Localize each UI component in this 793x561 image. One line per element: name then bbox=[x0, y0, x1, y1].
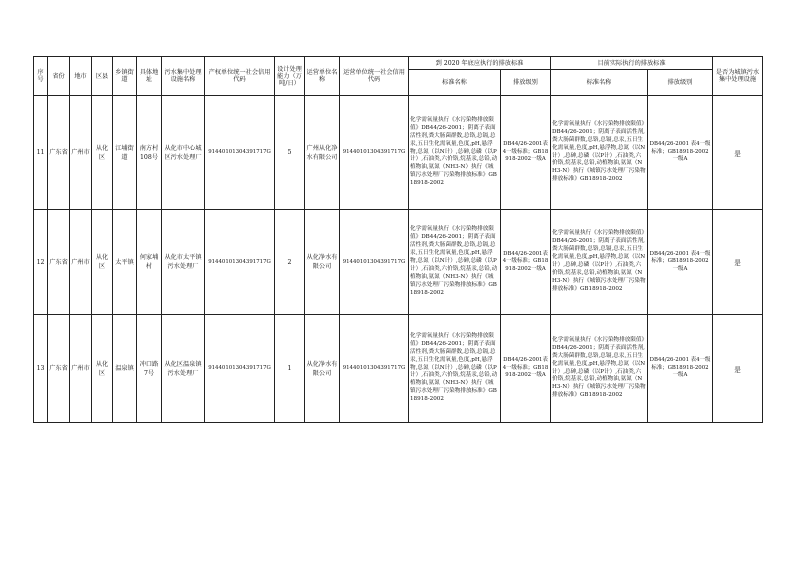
cell-street: 江埔街道 bbox=[113, 96, 137, 210]
cell-is-town: 是 bbox=[713, 96, 763, 210]
cell-std-name-current: 化学需氧量执行《水污染物排放限值》DB44/26-2001；阴离子表面活性剂,粪大肠菌群数,总铬,总镉,总汞,五日生化需氧量,色度,pH,悬浮物,总氮（以N计）,总砷,总磷（以P计）,石油类,六价铬,烷基汞,总铅,动植物油,氨氮（NH3-N）执行《城镇污水处理厂污染物排放标准》GB18918-2002 bbox=[551, 96, 648, 210]
cell-capacity: 1 bbox=[275, 315, 305, 423]
cell-province: 广东省 bbox=[48, 210, 70, 315]
cell-district: 从化区 bbox=[92, 315, 113, 423]
table-row bbox=[34, 96, 763, 210]
cell-std-name-2020: 化学需氧量执行《水污染物排放限值》DB44/26-2001；阴离子表面活性剂,粪大肠菌群数,总铬,总镉,总汞,五日生化需氧量,色度,pH,悬浮物,总氮（以N计）,总砷,总磷（以P计）,石油类,六价铬,烷基汞,总铅,动植物油,氨氮（NH3-N）执行《城镇污水处理厂污染物排放标准》GB18918-2002 bbox=[409, 315, 501, 423]
header-seq: 序号 bbox=[34, 57, 48, 96]
cell-address: 冲口路7号 bbox=[137, 315, 162, 423]
cell-std-name-2020: 化学需氧量执行《水污染物排放限值》DB44/26-2001；阴离子表面活性剂,粪大肠菌群数,总铬,总镉,总汞,五日生化需氧量,色度,pH,悬浮物,总氮（以N计）,总砷,总磷（以P计）,石油类,六价铬,烷基汞,总铅,动植物油,氨氮（NH3-N）执行《城镇污水处理厂污染物排放标准》GB18918-2002 bbox=[409, 96, 501, 210]
table-row bbox=[34, 210, 763, 315]
cell-std-level-current: DB44/26-2001 表4一级标准；GB18918-2002 一级A bbox=[648, 210, 713, 315]
cell-capacity: 5 bbox=[275, 96, 305, 210]
cell-std-name-current: 化学需氧量执行《水污染物排放限值》DB44/26-2001；阴离子表面活性剂,粪大肠菌群数,总铬,总镉,总汞,五日生化需氧量,色度,pH,悬浮物,总氮（以N计）,总砷,总磷（以P计）,石油类,六价铬,烷基汞,总铅,动植物油,氨氮（NH3-N）执行《城镇污水处理厂污染物排放标准》GB18918-2002 bbox=[551, 315, 648, 423]
header-operator-code: 运营单位统一社会信用代码 bbox=[340, 57, 409, 96]
cell-seq: 11 bbox=[34, 96, 48, 210]
cell-operator: 从化净水有限公司 bbox=[305, 315, 340, 423]
cell-address: 何家埔村 bbox=[137, 210, 162, 315]
table-row bbox=[34, 315, 763, 423]
cell-std-name-current: 化学需氧量执行《水污染物排放限值》DB44/26-2001；阴离子表面活性剂,粪大肠菌群数,总铬,总镉,总汞,五日生化需氧量,色度,pH,悬浮物,总氮（以N计）,总砷,总磷（以P计）,石油类,六价铬,烷基汞,总铅,动植物油,氨氮（NH3-N）执行《城镇污水处理厂污染物排放标准》GB18918-2002 bbox=[551, 210, 648, 315]
cell-seq: 12 bbox=[34, 210, 48, 315]
header-address: 具体地址 bbox=[137, 57, 162, 96]
cell-province: 广东省 bbox=[48, 315, 70, 423]
header-row-1 bbox=[34, 57, 763, 70]
cell-std-level-2020: DB44/26-2001表4一级标准；GB18918-2002一级A bbox=[501, 96, 551, 210]
header-group-2020: 到 2020 年底应执行的排放标准 bbox=[409, 57, 551, 70]
header-facility-name: 污水集中处理设施名称 bbox=[162, 57, 205, 96]
cell-is-town: 是 bbox=[713, 315, 763, 423]
header-group-current: 目前实际执行的排放标准 bbox=[551, 57, 713, 70]
header-province: 省份 bbox=[48, 57, 70, 96]
cell-operator: 广州从化净水有限公司 bbox=[305, 96, 340, 210]
cell-is-town: 是 bbox=[713, 210, 763, 315]
header-capacity: 设计处理能力（万吨/日） bbox=[275, 57, 305, 96]
cell-facility-name: 从化区温泉镇污水处理厂 bbox=[162, 315, 205, 423]
cell-owner-code: 91440101304391717G bbox=[205, 315, 275, 423]
header-district: 区县 bbox=[92, 57, 113, 96]
header-std-name-2020: 标准名称 bbox=[409, 70, 501, 96]
cell-street: 温泉镇 bbox=[113, 315, 137, 423]
cell-street: 太平镇 bbox=[113, 210, 137, 315]
cell-owner-code: 91440101304391717G bbox=[205, 210, 275, 315]
header-street: 乡镇街道 bbox=[113, 57, 137, 96]
cell-operator-code: 91440101304391717G bbox=[340, 210, 409, 315]
cell-operator-code: 91440101304391717G bbox=[340, 96, 409, 210]
cell-city: 广州市 bbox=[70, 96, 92, 210]
cell-std-level-current: DB44/26-2001 表4一级标准；GB18918-2002 一级A bbox=[648, 315, 713, 423]
cell-operator: 从化净水有限公司 bbox=[305, 210, 340, 315]
cell-owner-code: 91440101304391717G bbox=[205, 96, 275, 210]
cell-std-level-current: DB44/26-2001 表4一级标准；GB18918-2002 一级A bbox=[648, 96, 713, 210]
cell-capacity: 2 bbox=[275, 210, 305, 315]
header-std-level-current: 排放级别 bbox=[648, 70, 713, 96]
sewage-facility-table bbox=[33, 56, 763, 423]
cell-std-name-2020: 化学需氧量执行《水污染物排放限值》DB44/26-2001；阴离子表面活性剂,粪大肠菌群数,总铬,总镉,总汞,五日生化需氧量,色度,pH,悬浮物,总氮（以N计）,总砷,总磷（以P计）,石油类,六价铬,烷基汞,总铅,动植物油,氨氮（NH3-N）执行《城镇污水处理厂污染物排放标准》GB18918-2002 bbox=[409, 210, 501, 315]
cell-seq: 13 bbox=[34, 315, 48, 423]
cell-facility-name: 从化市中心城区污水处理厂 bbox=[162, 96, 205, 210]
header-std-name-current: 标准名称 bbox=[551, 70, 648, 96]
cell-std-level-2020: DB44/26-2001表4一级标准；GB18918-2002一级A bbox=[501, 210, 551, 315]
cell-std-level-2020: DB44/26-2001表4一级标准；GB18918-2002一级A bbox=[501, 315, 551, 423]
cell-district: 从化区 bbox=[92, 210, 113, 315]
cell-facility-name: 从化市太平镇污水处理厂 bbox=[162, 210, 205, 315]
header-is-town: 是否为城镇污水集中处理设施 bbox=[713, 57, 763, 96]
cell-city: 广州市 bbox=[70, 210, 92, 315]
cell-district: 从化区 bbox=[92, 96, 113, 210]
header-city: 地市 bbox=[70, 57, 92, 96]
header-operator: 运营单位名称 bbox=[305, 57, 340, 96]
cell-city: 广州市 bbox=[70, 315, 92, 423]
cell-operator-code: 91440101304391717G bbox=[340, 315, 409, 423]
header-owner-code: 产权单位统一社会信用代码 bbox=[205, 57, 275, 96]
header-std-level-2020: 排放级别 bbox=[501, 70, 551, 96]
cell-address: 南方村108号 bbox=[137, 96, 162, 210]
cell-province: 广东省 bbox=[48, 96, 70, 210]
